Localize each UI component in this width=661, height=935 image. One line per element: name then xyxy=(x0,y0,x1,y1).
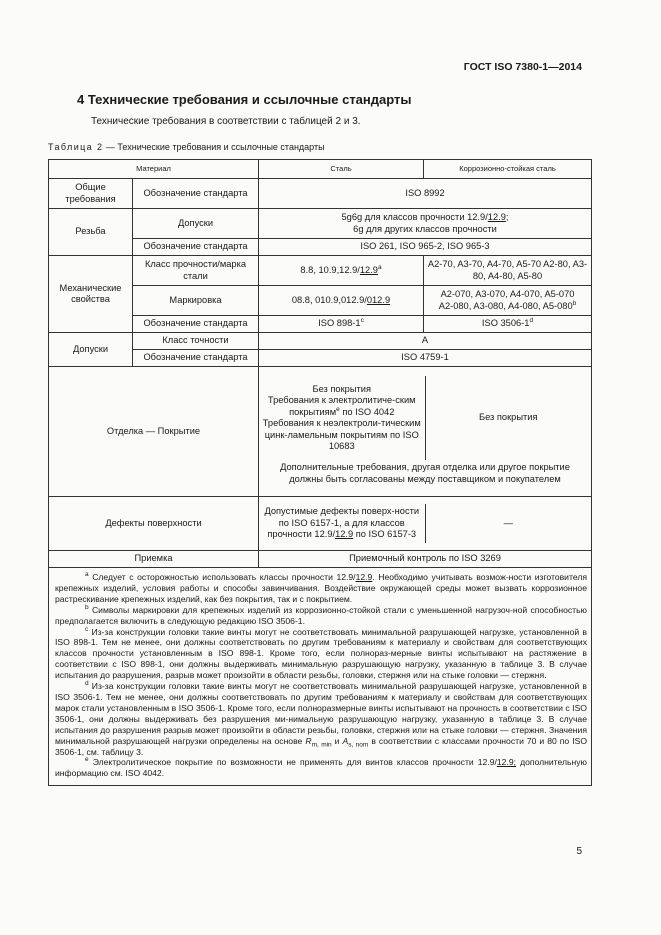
table-row xyxy=(49,209,592,239)
footnote-d-text: Из-за конструкции головки такие винты могут не соответствовать минимальной разрушающей нагрузке, установленной в ISO 3506-1. Тем не менее, они должны соответствовать по другим требованиям к материалу и свойствам для соответствующих марок стали установленным в ISO 3506-1. Кроме того, если полноразмерные винты испытывают на прочность в соответствии с ISO 3506-1, они должны выдерживать без разрушения ми-нимальную разрушающую нагрузку, указанную в таблице 3. В случае испытания до разрушения разрыв может произойти в области резьбы, головки, стержня или на стыке головки — стержня. Значения минимальной разрушающей нагрузки определены на основе xyxy=(55,681,587,746)
defects-steel-underlined: 12.9 xyxy=(335,529,354,540)
finish-steel-p2: Требования к электролитиче-ским покрытиям xyxy=(267,395,416,417)
table-header-row xyxy=(49,160,592,179)
tol-grade-label: Класс точности xyxy=(133,333,259,350)
tol-std-value: ISO 4759-1 xyxy=(259,350,592,367)
footnote-b-text: Символы маркировки для крепежных изделий из коррозионно-стойкой стали с уменьшенной нагрузоч-ной способностью предполагается включить в следующую редакцию ISO 3506-1. xyxy=(55,604,587,626)
footnote-e-underlined: 12.9; xyxy=(496,757,516,768)
requirements-table xyxy=(48,159,592,786)
acceptance-value: Приемочный контроль по ISO 3269 xyxy=(259,551,592,568)
mech-std-steel xyxy=(259,316,424,333)
mech-mark-steel xyxy=(259,286,424,316)
footnote-ref-c: c xyxy=(360,317,364,325)
footnote-mark-a: a xyxy=(85,571,89,579)
mech-std-label: Обозначение стандарта xyxy=(133,316,259,333)
table-row xyxy=(49,179,592,209)
mech-class-steel xyxy=(259,256,424,286)
finish-steel-p2-end: по ISO 4042 xyxy=(339,406,395,417)
defects-stainless: — xyxy=(503,517,513,528)
thread-tolerance-label: Допуски xyxy=(133,209,259,239)
document-id: ГОСТ ISO 7380-1—2014 xyxy=(463,61,582,73)
finish-cell xyxy=(259,367,592,497)
mech-mark-stainless-line1: A2-070, A3-070, A4-070, A5-070 xyxy=(440,289,575,299)
finish-stainless: Без покрытия xyxy=(478,412,538,423)
header-stainless: Коррозионно-стойкая сталь xyxy=(424,160,592,179)
tol-std-label: Обозначение стандарта xyxy=(133,350,259,367)
footnote-d-and: и xyxy=(331,735,343,746)
mech-class-steel-text: 8.8, 10.9,12.9/ xyxy=(300,264,360,275)
footnote-e-text2: дополнительную информацию см. ISO 4042. xyxy=(55,757,587,779)
row-label-finish: Отделка — Покрытие xyxy=(49,367,259,497)
footnote-a-underlined: 12.9 xyxy=(355,572,373,582)
tol-grade-value: A xyxy=(259,333,592,350)
symbol-r: R xyxy=(305,735,312,746)
footnote-c-text: Из-за конструкции головки такие винты могут не соответствовать минимальной разрушающей нагрузке, установленной в ISO 898-1. Тем не менее, они должны соответствовать по другим требованиям к материалу и свойствам для соответствующих классов прочности установленным в ISO 898-1. Кроме того, если полнораз-мерные винты испытывают на растяжение в соответствии с ISO 898-1, они должны выдерживать минимальную разрушающую нагрузку, указанную в таблице 3. В случае испытания до разрушения, разрыв может произойти в области резьбы, головки, стержня или на стыке головки — стержня. xyxy=(55,626,587,681)
mech-mark-label: Маркировка xyxy=(133,286,259,316)
mech-mark-stainless-line2: A2-080, A3-080, A4-080, A5-080 xyxy=(438,300,573,311)
footnote-a-text: Следует с осторожностью использовать классы прочности 12.9/ xyxy=(88,572,356,582)
thread-std-value: ISO 261, ISO 965-2, ISO 965-3 xyxy=(259,239,592,256)
table-caption-title: Технические требования и ссылочные стандарты xyxy=(117,142,325,152)
footnote-ref-b: b xyxy=(572,299,577,307)
mech-std-stainless-text: ISO 3506-1 xyxy=(481,318,530,329)
table-caption-dash: — xyxy=(103,142,118,152)
table-footnotes-row xyxy=(49,568,592,786)
footnote-ref-d: d xyxy=(529,317,534,325)
general-value: ISO 8992 xyxy=(259,179,592,209)
table-caption-label: Таблица 2 xyxy=(48,142,104,152)
thread-tol-line1-underlined: 12.9 xyxy=(487,212,506,222)
header-steel: Сталь xyxy=(259,160,424,179)
table-row xyxy=(49,551,592,568)
thread-tolerance-value xyxy=(259,209,592,239)
row-label-defects: Дефекты поверхности xyxy=(49,497,259,551)
thread-tol-line1-end: ; xyxy=(505,212,509,222)
defects-subtable xyxy=(259,504,591,543)
footnote-d-text2: в соответствии с классами прочности 70 и 80 по ISO 3506-1, см. таблицу 3. xyxy=(55,735,587,757)
defects-steel-end: по ISO 6157-3 xyxy=(353,529,417,540)
footnote-mark-e: e xyxy=(85,756,89,764)
row-label-tolerances: Допуски xyxy=(49,333,133,367)
row-label-general: Общие требования xyxy=(49,179,133,209)
footnote-mark-d: d xyxy=(85,680,89,688)
defects-steel xyxy=(259,504,425,543)
mech-std-steel-text: ISO 898-1 xyxy=(318,318,361,329)
table-row xyxy=(49,497,592,551)
footnote-d xyxy=(55,681,587,757)
mech-mark-stainless xyxy=(424,286,592,316)
finish-steel-p3: Требования к неэлектроли-тическим цинк-ламельным покрытиям по ISO 10683 xyxy=(262,418,421,451)
table-row xyxy=(49,333,592,350)
general-sub: Обозначение стандарта xyxy=(133,179,259,209)
row-label-mech: Механические свойства xyxy=(49,256,133,333)
footnote-c xyxy=(55,627,587,682)
header-material: Материал xyxy=(49,160,259,179)
thread-std-label: Обозначение стандарта xyxy=(133,239,259,256)
footnote-ref-e: e xyxy=(336,405,340,413)
table-row xyxy=(49,256,592,286)
table-caption xyxy=(48,142,325,152)
footnote-e-text: Электролитическое покрытие по возможности не применять для винтов классов прочности 12.9/ xyxy=(88,757,497,768)
defects-steel-text: Допустимые дефекты поверх-ности по ISO 6157-1, а для классов прочности 12.9/ xyxy=(264,506,420,540)
footnote-ref-a: a xyxy=(377,263,382,271)
thread-tol-line1: 5g6g для классов прочности 12.9/ xyxy=(341,212,488,222)
footnote-mark-c: c xyxy=(85,625,89,633)
row-label-acceptance: Приемка xyxy=(49,551,259,568)
table-footnotes xyxy=(49,568,592,786)
thread-tol-line2: 6g для других классов прочности xyxy=(353,223,497,234)
finish-common: Дополнительные требования, другая отделка или другое покрытие должны быть согласованы между поставщиком и покупателем xyxy=(280,462,570,484)
mech-class-steel-underlined: 12.9 xyxy=(359,264,378,275)
mech-mark-steel-text: 08.8, 010.9,012.9/ xyxy=(291,294,367,305)
mech-mark-steel-underlined: 012.9 xyxy=(366,294,391,305)
finish-steel-p1: Без покрытия xyxy=(312,383,372,394)
defects-cell xyxy=(259,497,592,551)
row-label-thread: Резьба xyxy=(49,209,133,256)
page-number: 5 xyxy=(576,846,582,857)
mech-class-stainless: A2-70, A3-70, A4-70, A5-70 A2-80, A3-80, A4-80, A5-80 xyxy=(424,256,592,286)
footnote-e xyxy=(55,757,587,779)
footnote-b xyxy=(55,605,587,627)
symbol-r-sub: m, min xyxy=(311,741,332,749)
symbol-a-sub: s, nom xyxy=(348,741,369,749)
section-title: 4 Технические требования и ссылочные стандарты xyxy=(77,92,412,107)
intro-text: Технические требования в соответствии с таблицей 2 и 3. xyxy=(91,116,361,127)
finish-subtable xyxy=(259,376,591,487)
footnote-mark-b: b xyxy=(85,603,89,611)
mech-std-stainless xyxy=(424,316,592,333)
mech-class-label: Класс прочности/марка стали xyxy=(133,256,259,286)
footnote-a xyxy=(55,572,587,605)
finish-steel xyxy=(259,376,425,460)
symbol-a: A xyxy=(342,735,349,746)
footnote-a-text2: . Необходимо учитывать возмож-ности изготовителя крепежных изделий, условия работы и способы завинчивания. Воздействие окружающей среды может вызвать коррозионное растрескивание крепежных изделий, как без покрытия, так и с покрытием. xyxy=(55,572,587,604)
table-row xyxy=(49,367,592,497)
